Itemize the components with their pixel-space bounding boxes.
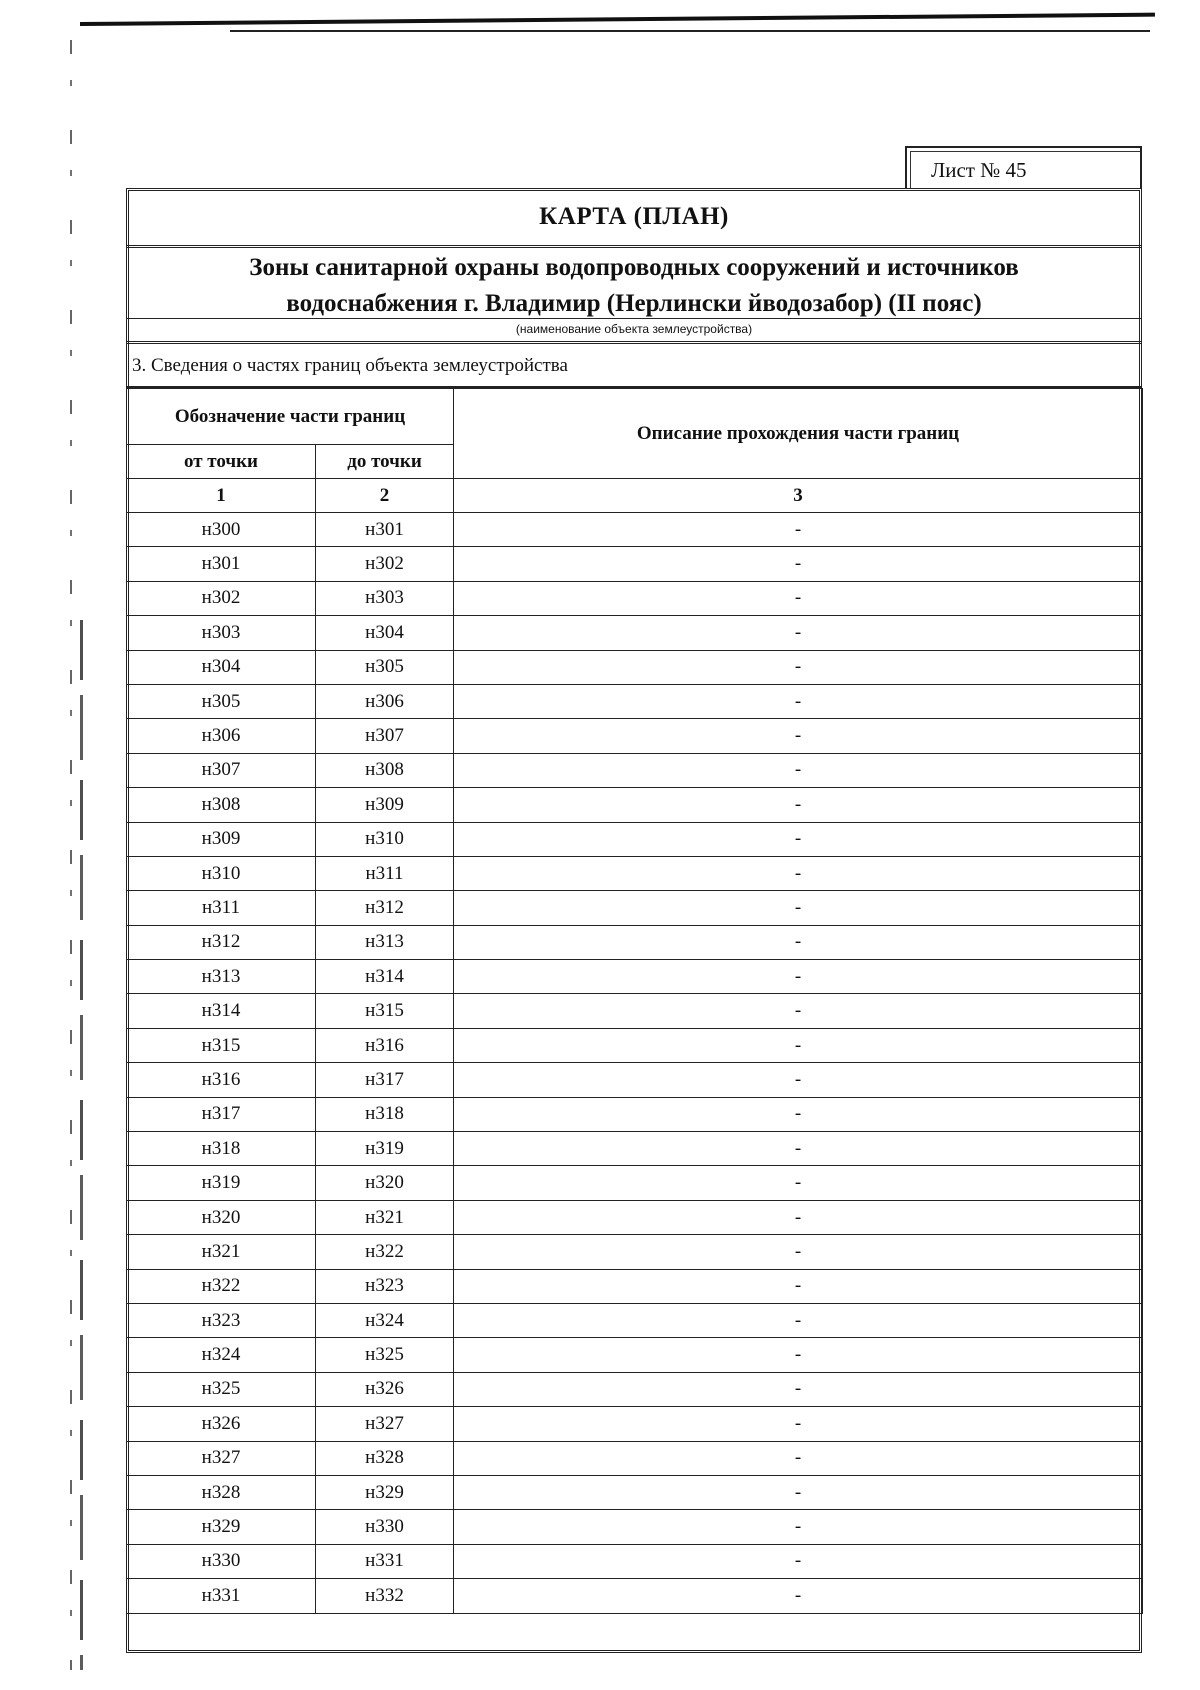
cell-from-point: н308 [127, 788, 316, 822]
table-row [127, 513, 1143, 547]
cell-description: - [454, 547, 1143, 581]
cell-to-point: н329 [316, 1475, 454, 1509]
cell-description: - [454, 1407, 1143, 1441]
cell-description: - [454, 1372, 1143, 1406]
table-row [127, 1235, 1143, 1269]
cell-description: - [454, 960, 1143, 994]
table-row [127, 1544, 1143, 1578]
boundary-table [126, 388, 1142, 1614]
table-row [127, 1372, 1143, 1406]
cell-from-point: н312 [127, 925, 316, 959]
table-row [127, 1097, 1143, 1131]
column-number-2: 2 [316, 479, 454, 513]
table-row [127, 1166, 1143, 1200]
column-number-3: 3 [454, 479, 1143, 513]
table-row [127, 1303, 1143, 1337]
header-group: Обозначение части границ [127, 389, 454, 445]
cell-from-point: н319 [127, 1166, 316, 1200]
cell-to-point: н302 [316, 547, 454, 581]
title-row [126, 188, 1142, 248]
cell-from-point: н331 [127, 1579, 316, 1613]
cell-to-point: н303 [316, 581, 454, 615]
cell-from-point: н323 [127, 1303, 316, 1337]
object-name [126, 248, 1142, 321]
table-row [127, 1200, 1143, 1234]
object-name-line-1: Зоны санитарной охраны водопроводных сооружений и источников [249, 254, 1019, 281]
sheet-number: Лист № 45 [931, 158, 1027, 182]
cell-to-point: н327 [316, 1407, 454, 1441]
cell-from-point: н313 [127, 960, 316, 994]
cell-description: - [454, 891, 1143, 925]
cell-from-point: н325 [127, 1372, 316, 1406]
sheet-number-box [905, 146, 1142, 188]
cell-to-point: н307 [316, 719, 454, 753]
cell-description: - [454, 1166, 1143, 1200]
cell-description: - [454, 719, 1143, 753]
cell-description: - [454, 513, 1143, 547]
cell-description: - [454, 684, 1143, 718]
header-from-point: от точки [127, 445, 316, 479]
cell-to-point: н326 [316, 1372, 454, 1406]
cell-from-point: н314 [127, 994, 316, 1028]
cell-description: - [454, 1338, 1143, 1372]
table-row [127, 788, 1143, 822]
table-row [127, 1441, 1143, 1475]
table-row [127, 1475, 1143, 1509]
table-row [127, 856, 1143, 890]
table-row [127, 1132, 1143, 1166]
cell-to-point: н323 [316, 1269, 454, 1303]
table-row [127, 1269, 1143, 1303]
cell-from-point: н328 [127, 1475, 316, 1509]
cell-description: - [454, 925, 1143, 959]
cell-from-point: н301 [127, 547, 316, 581]
cell-description: - [454, 1132, 1143, 1166]
binding-holes [80, 620, 83, 1670]
cell-description: - [454, 1579, 1143, 1613]
table-row [127, 581, 1143, 615]
cell-from-point: н315 [127, 1028, 316, 1062]
cell-to-point: н305 [316, 650, 454, 684]
cell-to-point: н315 [316, 994, 454, 1028]
cell-from-point: н306 [127, 719, 316, 753]
cell-to-point: н313 [316, 925, 454, 959]
cell-from-point: н318 [127, 1132, 316, 1166]
cell-from-point: н322 [127, 1269, 316, 1303]
cell-from-point: н304 [127, 650, 316, 684]
scan-edge-top [80, 13, 1155, 26]
cell-from-point: н326 [127, 1407, 316, 1441]
cell-to-point: н314 [316, 960, 454, 994]
cell-to-point: н320 [316, 1166, 454, 1200]
cell-description: - [454, 994, 1143, 1028]
cell-from-point: н300 [127, 513, 316, 547]
cell-description: - [454, 1510, 1143, 1544]
cell-to-point: н325 [316, 1338, 454, 1372]
cell-description: - [454, 1063, 1143, 1097]
cell-to-point: н330 [316, 1510, 454, 1544]
cell-description: - [454, 1269, 1143, 1303]
cell-from-point: н310 [127, 856, 316, 890]
cell-description: - [454, 788, 1143, 822]
cell-from-point: н327 [127, 1441, 316, 1475]
cell-to-point: н301 [316, 513, 454, 547]
cell-to-point: н312 [316, 891, 454, 925]
cell-description: - [454, 1544, 1143, 1578]
cell-to-point: н319 [316, 1132, 454, 1166]
cell-description: - [454, 1303, 1143, 1337]
table-row [127, 1338, 1143, 1372]
cell-from-point: н317 [127, 1097, 316, 1131]
cell-from-point: н321 [127, 1235, 316, 1269]
table-row [127, 925, 1143, 959]
cell-description: - [454, 822, 1143, 856]
scan-edge-line [230, 30, 1150, 32]
cell-to-point: н306 [316, 684, 454, 718]
header-description: Описание прохождения части границ [454, 389, 1143, 479]
section-title: 3. Сведения о частях границ объекта землеустройства [132, 355, 568, 376]
table-row [127, 547, 1143, 581]
table-row [127, 753, 1143, 787]
cell-from-point: н309 [127, 822, 316, 856]
cell-from-point: н311 [127, 891, 316, 925]
cell-from-point: н330 [127, 1544, 316, 1578]
cell-description: - [454, 753, 1143, 787]
cell-from-point: н320 [127, 1200, 316, 1234]
table-row [127, 960, 1143, 994]
cell-to-point: н322 [316, 1235, 454, 1269]
cell-description: - [454, 1028, 1143, 1062]
cell-from-point: н329 [127, 1510, 316, 1544]
cell-to-point: н318 [316, 1097, 454, 1131]
cell-description: - [454, 856, 1143, 890]
section-heading-row [126, 344, 1142, 388]
table-row [127, 1028, 1143, 1062]
cell-description: - [454, 1097, 1143, 1131]
cell-to-point: н324 [316, 1303, 454, 1337]
table-row [127, 891, 1143, 925]
table-row [127, 822, 1143, 856]
object-caption-row [126, 318, 1142, 344]
cell-description: - [454, 1235, 1143, 1269]
object-caption: (наименование объекта землеустройства) [515, 322, 753, 336]
table-row [127, 1579, 1143, 1613]
table-row [127, 1063, 1143, 1097]
scan-edge-left [70, 40, 72, 1670]
cell-to-point: н332 [316, 1579, 454, 1613]
table-row [127, 1510, 1143, 1544]
cell-from-point: н303 [127, 616, 316, 650]
table-row [127, 650, 1143, 684]
cell-to-point: н309 [316, 788, 454, 822]
cell-to-point: н308 [316, 753, 454, 787]
cell-description: - [454, 581, 1143, 615]
table-row [127, 719, 1143, 753]
cell-to-point: н317 [316, 1063, 454, 1097]
object-name-line-2: водоснабжения г. Владимир (Нерлински йводозабор) (II пояс) [286, 290, 982, 317]
cell-to-point: н304 [316, 616, 454, 650]
page-title: КАРТА (ПЛАН) [539, 203, 729, 230]
cell-description: - [454, 650, 1143, 684]
cell-from-point: н316 [127, 1063, 316, 1097]
table-row [127, 994, 1143, 1028]
cell-description: - [454, 1475, 1143, 1509]
cell-from-point: н305 [127, 684, 316, 718]
cell-to-point: н328 [316, 1441, 454, 1475]
column-number-1: 1 [127, 479, 316, 513]
cell-from-point: н302 [127, 581, 316, 615]
table-row [127, 1407, 1143, 1441]
cell-to-point: н331 [316, 1544, 454, 1578]
cell-to-point: н321 [316, 1200, 454, 1234]
cell-to-point: н316 [316, 1028, 454, 1062]
header-to-point: до точки [316, 445, 454, 479]
table-row [127, 684, 1143, 718]
cell-to-point: н311 [316, 856, 454, 890]
cell-description: - [454, 616, 1143, 650]
cell-description: - [454, 1441, 1143, 1475]
cell-to-point: н310 [316, 822, 454, 856]
cell-description: - [454, 1200, 1143, 1234]
cell-from-point: н324 [127, 1338, 316, 1372]
cell-from-point: н307 [127, 753, 316, 787]
table-row [127, 616, 1143, 650]
